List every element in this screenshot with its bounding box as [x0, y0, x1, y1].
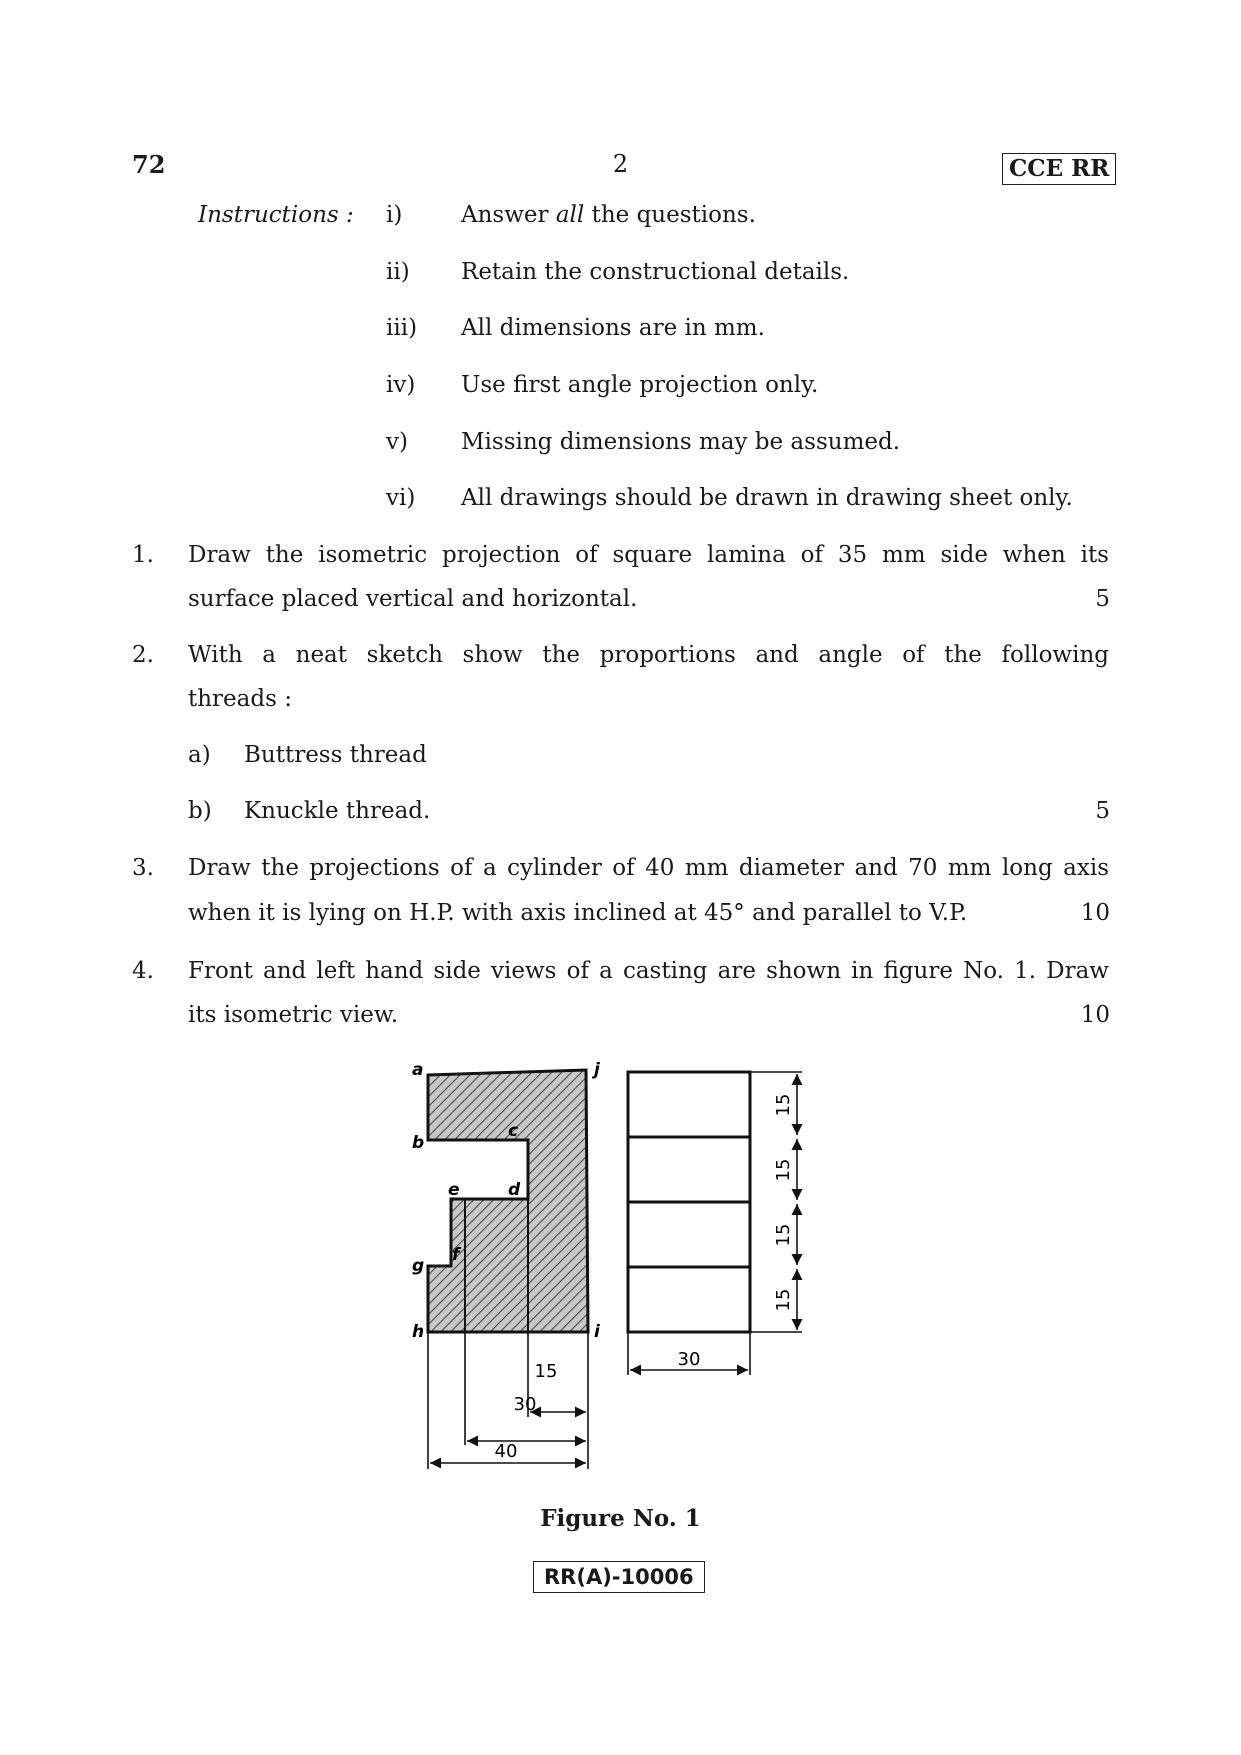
- dimension-15: 15: [534, 1361, 558, 1382]
- sub-question-number: a): [188, 742, 211, 768]
- instruction-num: vi): [386, 485, 416, 511]
- point-label-e: e: [448, 1180, 460, 1200]
- question-text: Draw the projections of a cylinder of 40 mm diameter and 70 mm long axis: [188, 855, 1109, 881]
- dimension-40: 40: [494, 1441, 518, 1462]
- point-label-g: g: [412, 1256, 425, 1276]
- instruction-num: ii): [386, 259, 410, 285]
- point-label-a: a: [412, 1060, 424, 1080]
- point-label-j: j: [594, 1060, 600, 1080]
- instruction-text: All drawings should be drawn in drawing sheet only.: [461, 485, 1073, 511]
- question-text: its isometric view.: [188, 1002, 399, 1028]
- instruction-text: Answer all the questions.: [461, 202, 756, 228]
- side-height-dimension: 15: [773, 1093, 794, 1117]
- question-text: when it is lying on H.P. with axis inclined at 45° and parallel to V.P.: [188, 900, 968, 926]
- question-number: 1.: [132, 542, 154, 568]
- question-number: 2.: [132, 642, 154, 668]
- instruction-num: iii): [386, 315, 418, 341]
- question-text: Draw the isometric projection of square lamina of 35 mm side when its: [188, 542, 1109, 568]
- instruction-text: Use first angle projection only.: [461, 372, 819, 398]
- point-label-d: d: [508, 1180, 521, 1200]
- instruction-num: iv): [386, 372, 416, 398]
- side-width-dimension: 30: [677, 1349, 701, 1370]
- instruction-num: i): [386, 202, 403, 228]
- page-number: 2: [612, 150, 629, 178]
- point-label-b: b: [412, 1133, 425, 1153]
- side-height-dimension: 15: [773, 1288, 794, 1312]
- question-text: With a neat sketch show the proportions and angle of the following: [188, 642, 1109, 668]
- page-code: 72: [132, 150, 166, 179]
- point-label-c: c: [508, 1121, 519, 1141]
- paper-code-box: CCE RR: [1002, 153, 1116, 185]
- side-height-dimension: 15: [773, 1223, 794, 1247]
- question-marks: 5: [1095, 798, 1110, 824]
- side-view: [628, 1072, 750, 1332]
- casting-drawing: [400, 1055, 820, 1475]
- dimension-30: 30: [513, 1394, 537, 1415]
- instruction-text: All dimensions are in mm.: [461, 315, 765, 341]
- side-height-dimension: 15: [773, 1158, 794, 1182]
- question-marks: 10: [1080, 1002, 1110, 1028]
- question-marks: 5: [1095, 586, 1110, 612]
- sub-question-number: b): [188, 798, 212, 824]
- front-view-outline: [428, 1070, 588, 1332]
- instructions-label: Instructions :: [198, 202, 354, 228]
- footer-code-box: RR(A)-10006: [533, 1561, 705, 1593]
- sub-question-text: Buttress thread: [244, 742, 427, 768]
- question-number: 4.: [132, 958, 154, 984]
- instruction-num: v): [386, 429, 408, 455]
- sub-question-text: Knuckle thread.: [244, 798, 431, 824]
- point-label-i: i: [594, 1322, 600, 1342]
- question-text: threads :: [188, 686, 292, 712]
- question-text: Front and left hand side views of a casting are shown in figure No. 1. Draw: [188, 958, 1109, 984]
- question-marks: 10: [1080, 900, 1110, 926]
- instruction-text: Retain the constructional details.: [461, 259, 850, 285]
- question-number: 3.: [132, 855, 154, 881]
- question-text: surface placed vertical and horizontal.: [188, 586, 638, 612]
- point-label-f: f: [452, 1245, 460, 1265]
- instruction-text: Missing dimensions may be assumed.: [461, 429, 901, 455]
- point-label-h: h: [412, 1322, 425, 1342]
- figure-caption: Figure No. 1: [540, 1505, 701, 1532]
